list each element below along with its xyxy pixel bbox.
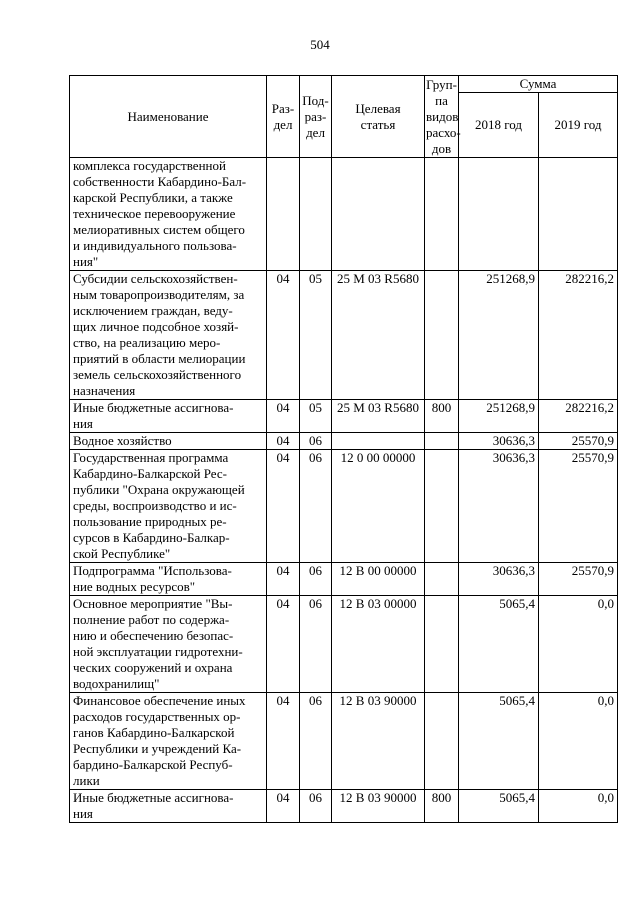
row-name-line: Иные бюджетные ассигнова- xyxy=(73,790,234,805)
row-target-item: 12 В 03 00000 xyxy=(332,596,425,693)
table-row xyxy=(70,158,618,271)
row-amount-2018: 30636,3 xyxy=(459,563,539,596)
row-target-item xyxy=(332,158,425,271)
row-expense-group xyxy=(425,450,459,563)
row-section xyxy=(267,158,300,271)
row-amount-2018: 5065,4 xyxy=(459,693,539,790)
row-expense-group xyxy=(425,693,459,790)
header-section: Раз- дел xyxy=(267,76,300,158)
row-expense-group xyxy=(425,563,459,596)
row-name xyxy=(70,596,267,693)
table-row xyxy=(70,563,618,596)
row-expense-group xyxy=(425,271,459,400)
row-name-line: назначения xyxy=(73,383,136,398)
row-subsection xyxy=(300,158,332,271)
row-amount-2018: 5065,4 xyxy=(459,790,539,823)
budget-table xyxy=(69,75,618,823)
row-subsection: 06 xyxy=(300,596,332,693)
row-name xyxy=(70,158,267,271)
row-name-line: расходов государственных ор- xyxy=(73,709,241,724)
row-name-line: ство, на реализацию меро- xyxy=(73,335,221,350)
row-name-line: ческих сооружений и охрана xyxy=(73,660,233,675)
row-name-line: мелиоративных систем общего xyxy=(73,222,245,237)
table-row xyxy=(70,693,618,790)
row-name-line: земель сельскохозяйственного xyxy=(73,367,242,382)
row-name-line: приятий в области мелиорации xyxy=(73,351,246,366)
row-target-item: 25 М 03 R5680 xyxy=(332,271,425,400)
table-row xyxy=(70,596,618,693)
row-section: 04 xyxy=(267,563,300,596)
header-target-item: Целевая статья xyxy=(332,76,425,158)
row-section: 04 xyxy=(267,271,300,400)
header-year-2019: 2019 год xyxy=(539,93,618,158)
row-name-line: Республики и учреждений Ка- xyxy=(73,741,242,756)
header-year-2018: 2018 год xyxy=(459,93,539,158)
row-name-line: ской Республике" xyxy=(73,546,171,561)
row-amount-2018: 30636,3 xyxy=(459,450,539,563)
row-name-line: техническое перевооружение xyxy=(73,206,236,221)
row-subsection: 06 xyxy=(300,433,332,450)
row-name-line: исключением граждан, веду- xyxy=(73,303,233,318)
row-name-line: полнение работ по содержа- xyxy=(73,612,230,627)
row-amount-2019: 0,0 xyxy=(539,596,618,693)
row-name-line: водохранилищ" xyxy=(73,676,160,691)
row-name-line: Субсидии сельскохозяйствен- xyxy=(73,271,238,286)
row-amount-2018: 251268,9 xyxy=(459,271,539,400)
row-name-line: Подпрограмма "Использова- xyxy=(73,563,232,578)
row-expense-group: 800 xyxy=(425,400,459,433)
row-name-line: ния" xyxy=(73,254,99,269)
row-subsection: 06 xyxy=(300,693,332,790)
row-section: 04 xyxy=(267,693,300,790)
table-body xyxy=(70,158,618,823)
row-amount-2018: 30636,3 xyxy=(459,433,539,450)
row-amount-2018: 5065,4 xyxy=(459,596,539,693)
row-section: 04 xyxy=(267,596,300,693)
row-amount-2018 xyxy=(459,158,539,271)
row-subsection: 05 xyxy=(300,271,332,400)
row-section: 04 xyxy=(267,790,300,823)
row-subsection: 05 xyxy=(300,400,332,433)
row-section: 04 xyxy=(267,433,300,450)
row-name-line: Иные бюджетные ассигнова- xyxy=(73,400,234,415)
row-name xyxy=(70,400,267,433)
header-sum: Сумма xyxy=(459,76,618,93)
row-subsection: 06 xyxy=(300,790,332,823)
row-name-line: пользование природных ре- xyxy=(73,514,227,529)
row-name-line: ния xyxy=(73,806,93,821)
row-amount-2019: 25570,9 xyxy=(539,450,618,563)
row-name-line: ния xyxy=(73,416,93,431)
row-target-item: 12 В 03 90000 xyxy=(332,693,425,790)
page-number: 504 xyxy=(310,37,330,52)
row-name-line: Государственная программа xyxy=(73,450,229,465)
header-expense-group: Груп- па видов расхо- дов xyxy=(426,76,461,156)
row-name xyxy=(70,450,267,563)
row-name-line: ние водных ресурсов" xyxy=(73,579,196,594)
row-amount-2018: 251268,9 xyxy=(459,400,539,433)
row-target-item: 12 В 03 90000 xyxy=(332,790,425,823)
row-target-item: 12 0 00 00000 xyxy=(332,450,425,563)
row-amount-2019: 0,0 xyxy=(539,693,618,790)
table-row xyxy=(70,400,618,433)
row-name-line: ным товаропроизводителям, за xyxy=(73,287,245,302)
row-name-line: карской Республики, а также xyxy=(73,190,233,205)
row-amount-2019: 25570,9 xyxy=(539,563,618,596)
row-name-line: Основное мероприятие "Вы- xyxy=(73,596,233,611)
header-subsection: Под- раз- дел xyxy=(300,76,332,158)
row-expense-group: 800 xyxy=(425,790,459,823)
header-name: Наименование xyxy=(70,76,267,158)
row-amount-2019: 25570,9 xyxy=(539,433,618,450)
row-subsection: 06 xyxy=(300,450,332,563)
row-name-line: нию и обеспечению безопас- xyxy=(73,628,234,643)
row-name xyxy=(70,271,267,400)
table-row xyxy=(70,450,618,563)
row-name-line: Финансовое обеспечение иных xyxy=(73,693,246,708)
row-section: 04 xyxy=(267,400,300,433)
row-name xyxy=(70,563,267,596)
table-row xyxy=(70,790,618,823)
row-name xyxy=(70,693,267,790)
row-name-line: Кабардино-Балкарской Рес- xyxy=(73,466,227,481)
row-name-line: собственности Кабардино-Бал- xyxy=(73,174,247,189)
row-name-line: щих личное подсобное хозяй- xyxy=(73,319,239,334)
row-name-line: ганов Кабардино-Балкарской xyxy=(73,725,235,740)
row-name-line: Водное хозяйство xyxy=(73,433,172,448)
table-row xyxy=(70,433,618,450)
row-section: 04 xyxy=(267,450,300,563)
row-amount-2019 xyxy=(539,158,618,271)
row-amount-2019: 0,0 xyxy=(539,790,618,823)
row-name-line: лики xyxy=(73,773,100,788)
row-name xyxy=(70,790,267,823)
row-name-line: сурсов в Кабардино-Балкар- xyxy=(73,530,230,545)
row-name xyxy=(70,433,267,450)
row-name-line: публики "Охрана окружающей xyxy=(73,482,245,497)
table-row xyxy=(70,271,618,400)
row-target-item: 25 М 03 R5680 xyxy=(332,400,425,433)
row-name-line: ной эксплуатации гидротехни- xyxy=(73,644,243,659)
table-header xyxy=(70,76,618,158)
row-expense-group xyxy=(425,596,459,693)
row-amount-2019: 282216,2 xyxy=(539,400,618,433)
row-name-line: среды, воспроизводство и ис- xyxy=(73,498,237,513)
row-subsection: 06 xyxy=(300,563,332,596)
row-target-item xyxy=(332,433,425,450)
row-expense-group xyxy=(425,158,459,271)
row-expense-group xyxy=(425,433,459,450)
row-name-line: комплекса государственной xyxy=(73,158,226,173)
row-target-item: 12 В 00 00000 xyxy=(332,563,425,596)
row-name-line: и индивидуального пользова- xyxy=(73,238,237,253)
row-amount-2019: 282216,2 xyxy=(539,271,618,400)
row-name-line: бардино-Балкарской Респуб- xyxy=(73,757,233,772)
